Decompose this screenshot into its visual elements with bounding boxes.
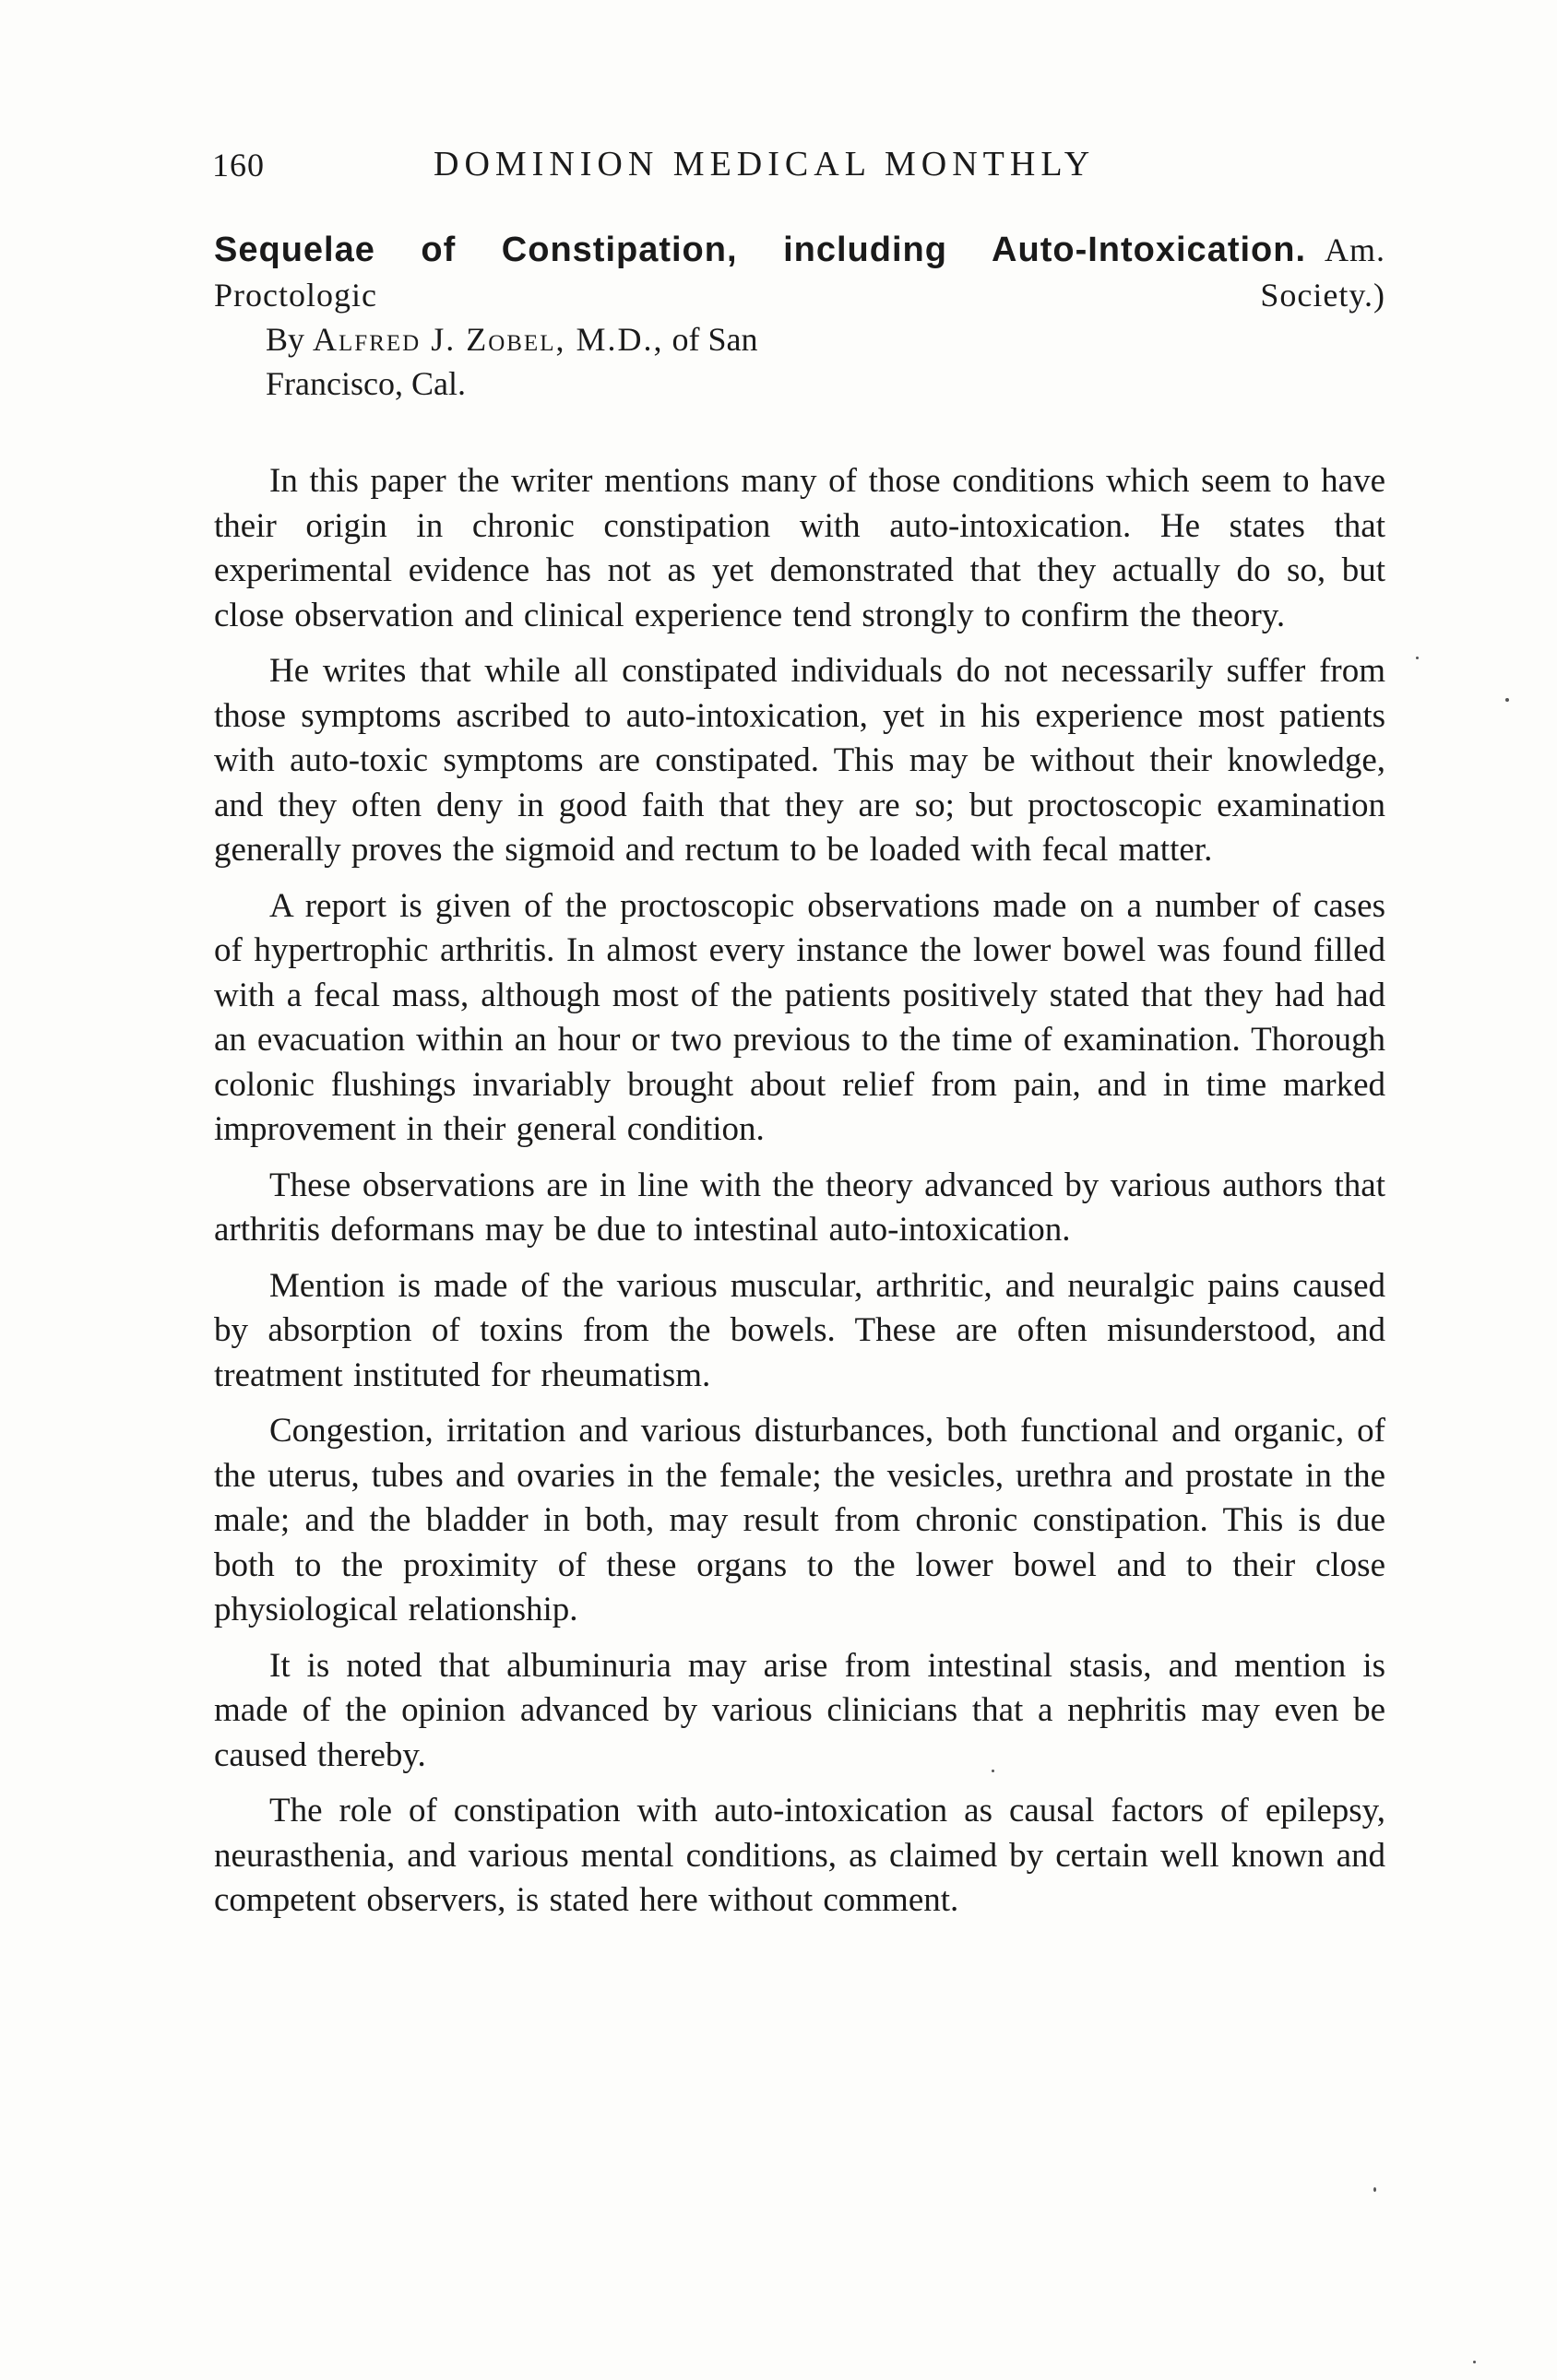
author-location-continued: Francisco, Cal. — [266, 365, 466, 402]
page-number: 160 — [212, 147, 265, 184]
paragraph: Mention is made of the various muscular, arthritic, and neuralgic pains caused by absorption of toxins from the bowels. These are often misunderstood, and treatment instituted for rheumatism. — [214, 1266, 1385, 1394]
paragraph: In this paper the writer mentions many of those conditions which seem to have their origin in chronic constipation with auto-intoxication. He states that experimental evidence has not as yet demonstrated that they actually do so, but close observation and clinical experience tend strongly to confirm the theory. — [214, 462, 1385, 634]
article-title: Sequelae of Constipation, including Auto-Intoxication. — [214, 231, 1307, 269]
paragraph: A report is given of the proctoscopic observations made on a number of cases of hypertrophic arthritis. In almost every instance the lower bowel was found filled with a fecal mass, although most of the patients positively stated that they had had an evacuation within an hour or two previous to the time of examination. Thorough colonic flushings invariably brought about relief from pain, and in time marked improvement in their general condition. — [214, 886, 1385, 1148]
print-speck — [992, 1770, 994, 1772]
byline-prefix: By — [266, 321, 305, 358]
author-location: of San — [672, 321, 758, 358]
paragraph: The role of constipation with auto-intoxication as causal factors of epilepsy, neurasthenia, and various mental conditions, as claimed by certain well known and competent observers, is stated here without comment. — [214, 1792, 1385, 1919]
print-speck — [1505, 698, 1509, 702]
article — [214, 227, 1385, 1935]
print-speck — [1416, 657, 1419, 659]
paragraph: These observations are in line with the theory advanced by various authors that arthritis deformans may be due to intestinal auto-intoxication. — [214, 1166, 1385, 1249]
byline — [266, 317, 1385, 361]
society-name: Am. Proctologic Society.) — [214, 231, 1386, 314]
print-speck — [1373, 2187, 1376, 2192]
article-body — [214, 459, 1385, 1924]
paragraph: He writes that while all constipated individuals do not necessarily suffer from those symptoms ascribed to auto-intoxication, yet in his experience most patients with auto-toxic symptoms are constipated. This may be without their knowledge, and they often deny in good faith that they are so; but proctoscopic examination generally proves the sigmoid and rectum to be loaded with fecal matter. — [214, 652, 1385, 869]
journal-title: DOMINION MEDICAL MONTHLY — [434, 145, 1096, 184]
running-head — [212, 138, 1402, 194]
paragraph: Congestion, irritation and various disturbances, both functional and organic, of the uterus, tubes and ovaries in the female; the vesicles, urethra and prostate in the male; and the bladder in both, may result from chronic constipation. This is due both to the proximity of these organs to the lower bowel and to their close physiological relationship. — [214, 1412, 1385, 1628]
author-name: Alfred J. Zobel, M.D., — [313, 321, 664, 358]
print-speck — [1473, 2361, 1476, 2363]
article-heading — [214, 227, 1385, 317]
paragraph: It is noted that albuminuria may arise from intestinal stasis, and mention is made of the opinion advanced by various clinicians that a nephritis may even be caused thereby. — [214, 1646, 1385, 1774]
